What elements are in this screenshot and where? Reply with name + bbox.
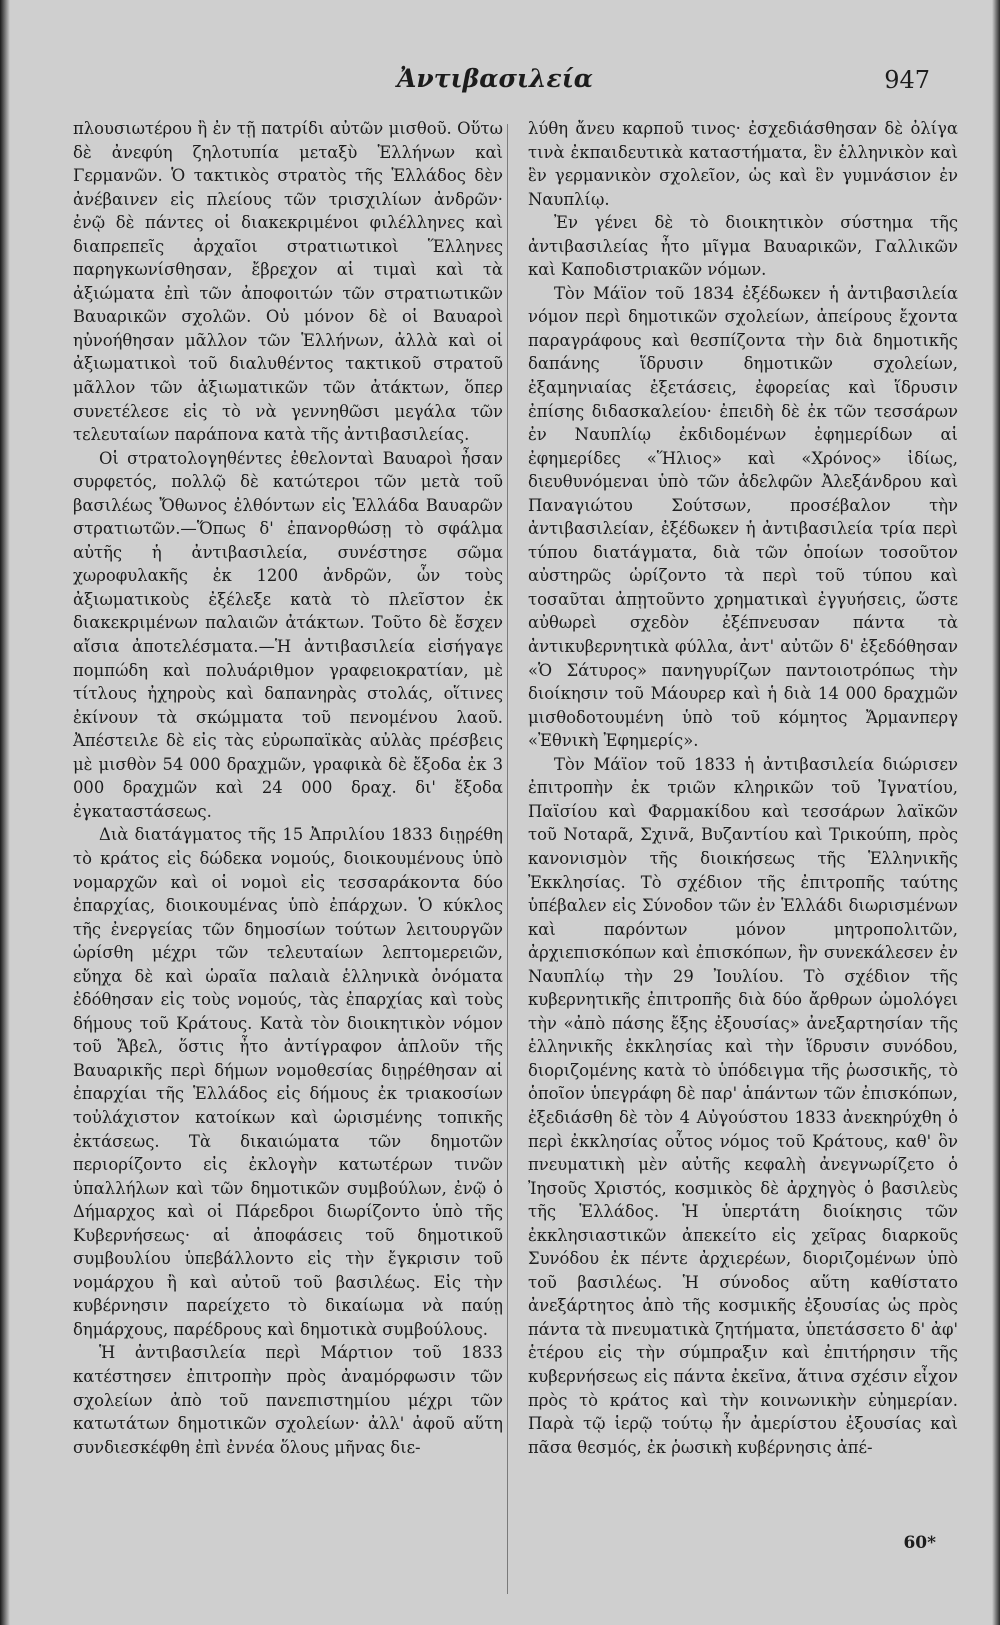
right-paragraph-3: Τὸν Μάϊον τοῦ 1834 ἐξέδωκεν ἡ ἀντιβασιλεία νόμον περὶ δημοτικῶν σχολείων, ἀπείρους ἔχοντα παραγράφους καὶ θεσπίζοντα τὴν διὰ δημοτικῆς δαπάνης ἵδρυσιν δημοτικῶν σχολείων, ἐξαμηνιαίας ἐξετάσεις, ἐφορείας καὶ ἵδρυσιν ἐπίσης διδασκαλείου· ἐπειδὴ δὲ ἐκ τῶν τεσσάρων ἐν Ναυπλίῳ ἐκδιδομένων ἐφημερίδων αἱ ἐφημερίδες «Ἥλιος» καὶ «Χρόνος» ἰδίως, διευθυνόμεναι ὑπὸ τῶν ἀδελφῶν Ἀλεξάνδρου καὶ Παναγιώτου Σούτσων, προσέβαλον τὴν ἀντιβασιλείαν, ἐξέδωκεν ἡ ἀντιβασιλεία τρία περὶ τύπου διατάγματα, διὰ τῶν ὁποίων τοσοῦτον αὐστηρῶς ὡρίζοντο τὰ περὶ τοῦ τύπου καὶ τοσαῦται ἀπῃτοῦντο χρηματικαὶ ἐγγυήσεις, ὥστε αὐθωρεὶ σχεδὸν ἐξέπνευσαν πάντα τὰ ἀντικυβερνητικὰ φύλλα, ἀντ' αὐτῶν δ' ἐξεδόθησαν «Ὁ Σάτυρος» πανηγυρίζων παντοιοτρόπως τὴν διοίκησιν τοῦ Μάουρερ καὶ ἡ διὰ 14 000 δραχμῶν μισθοδοτουμένη ὑπὸ τοῦ κόμητος Ἄρμανπεργ «Ἐθνικὴ Ἐφημερίς». xyxy=(528,283,958,751)
column-divider xyxy=(507,124,508,1594)
running-header xyxy=(60,58,930,98)
left-paragraph-2: Οἱ στρατολογηθέντες ἐθελονταὶ Βαυαροὶ ἦσαν συρφετός, πολλῷ δὲ κατώτεροι τῶν μετὰ τοῦ βασιλέως Ὄθωνος ἐλθόντων εἰς Ἑλλάδα Βαυαρῶν στρατιωτῶν.—Ὅπως δ' ἐπανορθώσῃ τὸ σφάλμα αὐτῆς ἡ ἀντιβασιλεία, συνέστησε σῶμα χωροφυλακῆς ἐκ 1200 ἀνδρῶν, ὧν τοὺς ἀξιωματικοὺς ἐξέλεξε κατὰ τὸ πλεῖστον ἐκ διακεκριμένων παλαιῶν ἀτάκτων. Τοῦτο δὲ ἔσχεν αἴσια ἀποτελέσματα.—Ἡ ἀντιβασιλεία εἰσήγαγε πομπώδη καὶ πολυάριθμον γραφειοκρατίαν, μὲ τίτλους ἠχηροὺς καὶ δαπανηρὰς στολάς, οἵτινες ἐκίνουν τὰ σκώμματα τοῦ πενομένου λαοῦ. Ἀπέστειλε δὲ εἰς τὰς εὐρωπαϊκὰς αὐλὰς πρέσβεις μὲ μισθὸν 54 000 δραχμῶν, γραφικὰ δὲ ἔξοδα ἐκ 3 000 δραχμῶν καὶ 24 000 δραχ. δι' ἔξοδα ἐγκαταστάσεως. xyxy=(73,448,503,821)
right-column xyxy=(528,117,958,1459)
right-paragraph-2: Ἐν γένει δὲ τὸ διοικητικὸν σύστημα τῆς ἀντιβασιλείας ἦτο μῖγμα Βαυαρικῶν, Γαλλικῶν καὶ Καποδιστριακῶν νόμων. xyxy=(528,213,958,280)
left-column xyxy=(73,117,503,1459)
page-edge-shadow-right xyxy=(992,0,1000,1625)
running-title: Ἀντιβασιλεία xyxy=(396,64,594,93)
right-paragraph-1: λύθη ἄνευ καρποῦ τινος· ἐσχεδιάσθησαν δὲ ὀλίγα τινὰ ἐκπαιδευτικὰ καταστήματα, ἓν ἑλληνικὸν καὶ ἓν γερμανικὸν σχολεῖον, ὡς καὶ ἓν γυμνάσιον ἐν Ναυπλίῳ. xyxy=(528,119,958,209)
printer-signature-mark: 60* xyxy=(903,1533,936,1553)
left-paragraph-1: πλουσιωτέρου ἢ ἐν τῇ πατρίδι αὐτῶν μισθοῦ. Οὕτω δὲ ἀνεφύη ζηλοτυπία μεταξὺ Ἑλλήνων καὶ Γερμανῶν. Ὁ τακτικὸς στρατὸς τῆς Ἑλλάδος δὲν ἀνέβαινεν εἰς πλείους τῶν τρισχιλίων ἀνδρῶν· ἐνῷ δὲ πάντες οἱ διακεκριμένοι φιλέλληνες καὶ διαπρεπεῖς ἀρχαῖοι στρατιωτικοὶ Ἕλληνες παρηγκωνίσθησαν, ἔβρεχον αἱ τιμαὶ καὶ τὰ ἀξιώματα ἐπὶ τῶν ἀποφοιτών τῶν στρατιωτικῶν Βαυαρικῶν σχολῶν. Οὐ μόνον δὲ οἱ Βαυαροὶ ηὐνοήθησαν μᾶλλον τῶν Ἑλλήνων, ἀλλὰ καὶ οἱ ἀξιωματικοὶ τοῦ διαλυθέντος τακτικοῦ στρατοῦ μᾶλλον τῶν ἀξιωματικῶν τῶν ἀτάκτων, ὅπερ συνετέλεσε εἰς τὸ νὰ γεννηθῶσι μεγάλα τῶν τελευταίων παράπονα κατὰ τῆς ἀντιβασιλείας. xyxy=(73,119,503,445)
right-paragraph-4: Τὸν Μάϊον τοῦ 1833 ἡ ἀντιβασιλεία διώρισεν ἐπιτροπὴν ἐκ τριῶν κληρικῶν τοῦ Ἰγνατίου, Παϊσίου καὶ Φαρμακίδου καὶ τεσσάρων λαϊκῶν τοῦ Νοταρᾶ, Σχινᾶ, Βυζαντίου καὶ Τρικούπη, πρὸς κανονισμὸν τῆς διοικήσεως τῆς Ἑλληνικῆς Ἐκκλησίας. Τὸ σχέδιον τῆς ἐπιτροπῆς ταύτης ὑπέβαλεν εἰς Σύνοδον τῶν ἐν Ἑλλάδι διωρισμένων καὶ παρόντων μόνον μητροπολιτῶν, ἀρχιεπισκόπων καὶ ἐπισκόπων, ἣν συνεκάλεσεν ἐν Ναυπλίῳ τὴν 29 Ἰουλίου. Τὸ σχέδιον τῆς κυβερνητικῆς ἐπιτροπῆς διὰ δύο ἄρθρων ὡμολόγει τὴν «ἀπὸ πάσης ἔξης ἐξουσίας» ἀνεξαρτησίαν τῆς ἑλληνικῆς ἐκκλησίας καὶ τὴν ἵδρυσιν συνόδου, διοριζομένης κατὰ τὸ ὑπόδειγμα τῆς ῥωσσικῆς, τὸ ὁποῖον ὑπεγράφη δὲ παρ' ἁπάντων τῶν ἐπισκόπων, ἐξεδιάσθη δὲ τὸν 4 Αὐγούστου 1833 ἀνεκηρύχθη ὁ περὶ ἐκκλησίας οὗτος νόμος τοῦ Κράτους, καθ' ὃν πνευματικὴ μὲν αὐτῆς κεφαλὴ ἀνεγνωρίζετο ὁ Ἰησοῦς Χριστός, κοσμικὸς δὲ ἀρχηγὸς ὁ βασιλεὺς τῆς Ἑλλάδος. Ἡ ὑπερτάτη διοίκησις τῶν ἐκκλησιαστικῶν ἀπεκείτο εἰς χεῖρας διαρκοῦς Συνόδου ἐκ πέντε ἀρχιερέων, διοριζομένων ὑπὸ τοῦ βασιλέως. Ἡ σύνοδος αὕτη καθίστατο ἀνεξάρτητος ἀπὸ τῆς κοσμικῆς ἐξουσίας ὡς πρὸς πάντα τὰ πνευματικὰ ζητήματα, ὑπετάσσετο δ' ἀφ' ἑτέρου εἰς τὴν σύμπραξιν καὶ ἐπιτήρησιν τῆς κυβερνήσεως εἰς πάντα ἐκεῖνα, ἅτινα σχέσιν εἶχον πρὸς τὸ κράτος καὶ τὴν κοινωνικὴν εὐημερίαν. Παρὰ τῷ ἱερῷ τούτῳ ἦν ἀμερίστου ἐξουσίας καὶ πᾶσα θεσμός, ἐκ ῥωσικὴ κυβέρνησις ἀπέ- xyxy=(528,754,958,1457)
left-paragraph-3: Διὰ διατάγματος τῆς 15 Ἀπριλίου 1833 διῃρέθη τὸ κράτος εἰς δώδεκα νομούς, διοικουμένους ὑπὸ νομαρχῶν καὶ οἱ νομοὶ εἰς τεσσαράκοντα δύο ἐπαρχίας, διοικουμένας ὑπὸ ἐπάρχων. Ὁ κύκλος τῆς ἐνεργείας τῶν δημοσίων τούτων λειτουργῶν ὡρίσθη μέχρι τῶν τελευταίων λεπτομερειῶν, εὔηχα δὲ καὶ ὡραῖα παλαιὰ ἑλληνικὰ ὀνόματα ἐδόθησαν εἰς τοὺς νομούς, τὰς ἐπαρχίας καὶ τοὺς δήμους τοῦ Κράτους. Κατὰ τὸν διοικητικὸν νόμον τοῦ Ἄβελ, ὅστις ἦτο ἀντίγραφον ἁπλοῦν τῆς Βαυαρικῆς περὶ δήμων νομοθεσίας διῃρέθησαν αἱ ἐπαρχίαι τῆς Ἑλλάδος εἰς δήμους ἐκ τριακοσίων τοὐλάχιστον κατοίκων καὶ ὡρισμένης τοπικῆς ἐκτάσεως. Τὰ δικαιώματα τῶν δημοτῶν περιορίζοντο εἰς ἐκλογὴν κατωτέρων τινῶν ὑπαλλήλων καὶ τῶν δημοτικῶν συμβούλων, ἐνῷ ὁ Δήμαρχος καὶ οἱ Πάρεδροι διωρίζοντο ὑπὸ τῆς Κυβερνήσεως· αἱ ἀποφάσεις τοῦ δημοτικοῦ συμβουλίου ὑπεβάλλοντο εἰς τὴν ἔγκρισιν τοῦ νομάρχου ἢ καὶ αὐτοῦ τοῦ βασιλέως. Εἰς τὴν κυβέρνησιν παρείχετο τὸ δικαίωμα νὰ παύῃ δημάρχους, παρέδρους καὶ δημοτικὰ συμβούλους. xyxy=(73,825,503,1339)
page-number: 947 xyxy=(884,66,930,94)
page-edge-shadow-left xyxy=(0,0,10,1625)
left-paragraph-4: Ἡ ἀντιβασιλεία περὶ Μάρτιον τοῦ 1833 κατέστησεν ἐπιτροπὴν πρὸς ἀναμόρφωσιν τῶν σχολείων ἀπὸ τοῦ πανεπιστημίου μέχρι τῶν κατωτάτων δημοτικῶν σχολείων· ἀλλ' ἀφοῦ αὕτη συνδιεσκέφθη ἐπὶ ἐννέα ὅλους μῆνας διε- xyxy=(73,1343,503,1457)
